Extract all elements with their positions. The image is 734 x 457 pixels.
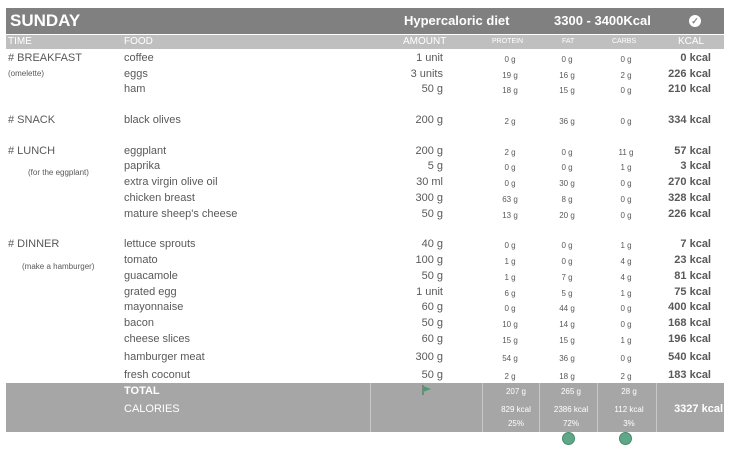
- food-carbs: 0 g: [620, 304, 632, 313]
- food-name: black olives: [124, 114, 181, 126]
- col-food: FOOD: [124, 36, 153, 47]
- food-protein: 10 g: [502, 320, 518, 329]
- meal-breakfast: # BREAKFAST: [8, 52, 82, 64]
- meal-breakfast-note: (omelette): [8, 69, 45, 78]
- food-amount: 50 g: [421, 83, 443, 95]
- food-amount: 200 g: [415, 145, 443, 157]
- food-amount: 50 g: [421, 317, 443, 329]
- food-amount: 300 g: [415, 192, 443, 204]
- food-amount: 100 g: [415, 254, 443, 266]
- food-fat: 44 g: [559, 304, 575, 313]
- food-amount: 40 g: [421, 238, 443, 250]
- food-kcal: 210 kcal: [668, 83, 711, 95]
- food-amount: 1 unit: [416, 52, 443, 64]
- food-name: ham: [124, 83, 146, 95]
- kcal-range: 3300 - 3400Kcal: [554, 13, 651, 28]
- fat-kcal: 2386 kcal: [553, 405, 589, 414]
- food-name: fresh coconut: [124, 369, 191, 381]
- food-kcal: 168 kcal: [668, 317, 711, 329]
- food-protein: 1 g: [504, 273, 516, 282]
- food-protein: 54 g: [502, 354, 518, 363]
- food-kcal: 400 kcal: [668, 301, 711, 313]
- food-protein: 0 g: [504, 55, 516, 64]
- title-bar: [6, 8, 724, 34]
- food-fat: 36 g: [559, 117, 575, 126]
- total-protein: 207 g: [505, 387, 527, 396]
- food-amount: 200 g: [415, 114, 443, 126]
- meal-snack: # SNACK: [8, 114, 56, 126]
- food-carbs: 1 g: [620, 163, 632, 172]
- food-kcal: 540 kcal: [668, 351, 711, 363]
- food-kcal: 334 kcal: [668, 114, 711, 126]
- food-kcal: 226 kcal: [668, 68, 711, 80]
- food-kcal: 3 kcal: [680, 160, 711, 172]
- food-kcal: 226 kcal: [668, 208, 711, 220]
- food-name: cheese slices: [124, 333, 191, 345]
- food-carbs: 1 g: [620, 289, 632, 298]
- food-protein: 0 g: [504, 179, 516, 188]
- food-fat: 0 g: [561, 241, 573, 250]
- food-fat: 14 g: [559, 320, 575, 329]
- food-name: mature sheep's cheese: [124, 208, 238, 220]
- food-fat: 7 g: [561, 273, 573, 282]
- food-protein: 2 g: [504, 117, 516, 126]
- food-kcal: 196 kcal: [668, 333, 711, 345]
- diet-name: Hypercaloric diet: [404, 13, 510, 28]
- food-name: guacamole: [124, 270, 178, 282]
- food-carbs: 0 g: [620, 354, 632, 363]
- food-protein: 15 g: [502, 336, 518, 345]
- meal-lunch-note: (for the eggplant): [28, 168, 89, 177]
- food-protein: 63 g: [502, 195, 518, 204]
- food-amount: 60 g: [421, 333, 443, 345]
- fat-pct: 72%: [562, 419, 579, 428]
- food-fat: 5 g: [561, 289, 573, 298]
- day-title: SUNDAY: [10, 11, 81, 30]
- food-protein: 18 g: [502, 86, 518, 95]
- food-carbs: 4 g: [620, 273, 632, 282]
- food-protein: 1 g: [504, 257, 516, 266]
- carbs-pct: 3%: [623, 419, 635, 428]
- food-protein: 2 g: [504, 148, 516, 157]
- food-carbs: 11 g: [618, 148, 634, 157]
- food-amount: 60 g: [421, 301, 443, 313]
- food-name: eggs: [124, 68, 148, 80]
- food-fat: 16 g: [559, 71, 575, 80]
- food-amount: 5 g: [427, 160, 443, 172]
- food-kcal: 23 kcal: [674, 254, 711, 266]
- food-protein: 0 g: [504, 241, 516, 250]
- total-row: [6, 383, 724, 400]
- food-carbs: 2 g: [620, 372, 632, 381]
- food-amount: 50 g: [421, 270, 443, 282]
- carbs-status-dot: [619, 432, 632, 445]
- flag-icon: [422, 385, 432, 395]
- meal-dinner: # DINNER: [8, 238, 60, 250]
- food-kcal: 7 kcal: [680, 238, 711, 250]
- food-kcal: 328 kcal: [668, 192, 711, 204]
- food-carbs: 0 g: [620, 195, 632, 204]
- food-name: mayonnaise: [124, 301, 184, 313]
- food-name: chicken breast: [124, 192, 195, 204]
- protein-kcal: 829 kcal: [501, 405, 531, 414]
- food-amount: 3 units: [410, 68, 443, 80]
- food-protein: 2 g: [504, 372, 516, 381]
- calories-label: CALORIES: [124, 403, 180, 415]
- calories-row: [6, 400, 724, 432]
- food-carbs: 0 g: [620, 211, 632, 220]
- food-fat: 0 g: [561, 55, 573, 64]
- total-carbs: 28 g: [621, 387, 637, 396]
- food-fat: 18 g: [559, 372, 575, 381]
- food-carbs: 0 g: [620, 320, 632, 329]
- food-kcal: 57 kcal: [674, 145, 711, 157]
- food-name: paprika: [124, 160, 161, 172]
- col-protein: PROTEIN: [492, 38, 524, 45]
- food-carbs: 1 g: [620, 241, 632, 250]
- food-kcal: 270 kcal: [668, 176, 711, 188]
- col-amount: AMOUNT: [403, 36, 447, 47]
- food-kcal: 75 kcal: [674, 286, 711, 298]
- food-carbs: 1 g: [620, 336, 632, 345]
- total-label: TOTAL: [124, 385, 160, 397]
- food-kcal: 81 kcal: [674, 270, 711, 282]
- food-carbs: 0 g: [620, 179, 632, 188]
- column-header: [6, 35, 724, 49]
- food-name: lettuce sprouts: [124, 238, 196, 250]
- food-amount: 50 g: [421, 208, 443, 220]
- food-name: grated egg: [124, 286, 177, 298]
- food-name: coffee: [124, 52, 154, 64]
- food-fat: 15 g: [559, 86, 575, 95]
- food-name: extra virgin olive oil: [124, 176, 218, 188]
- food-protein: 13 g: [502, 211, 518, 220]
- food-name: hamburger meat: [124, 351, 205, 363]
- col-fat: FAT: [562, 38, 575, 45]
- food-amount: 30 ml: [416, 176, 443, 188]
- food-carbs: 0 g: [620, 55, 632, 64]
- food-fat: 0 g: [561, 257, 573, 266]
- food-kcal: 183 kcal: [668, 369, 711, 381]
- food-fat: 30 g: [559, 179, 575, 188]
- protein-pct: 25%: [507, 419, 524, 428]
- food-name: bacon: [124, 317, 154, 329]
- food-fat: 8 g: [561, 195, 573, 204]
- food-carbs: 0 g: [620, 86, 632, 95]
- food-kcal: 0 kcal: [680, 52, 711, 64]
- food-amount: 1 unit: [416, 286, 443, 298]
- col-time: TIME: [8, 36, 32, 47]
- food-amount: 50 g: [421, 369, 443, 381]
- food-fat: 15 g: [559, 336, 575, 345]
- food-fat: 36 g: [559, 354, 575, 363]
- food-carbs: 2 g: [620, 71, 632, 80]
- total-kcal: 3327 kcal: [674, 403, 723, 415]
- food-protein: 0 g: [504, 304, 516, 313]
- food-protein: 0 g: [504, 163, 516, 172]
- col-carbs: CARBS: [612, 38, 637, 45]
- total-fat: 265 g: [560, 387, 582, 396]
- food-protein: 19 g: [502, 71, 518, 80]
- food-protein: 6 g: [504, 289, 516, 298]
- food-name: eggplant: [124, 145, 167, 157]
- food-fat: 0 g: [561, 163, 573, 172]
- meal-lunch: # LUNCH: [8, 145, 56, 157]
- food-carbs: 4 g: [620, 257, 632, 266]
- food-name: tomato: [124, 254, 158, 266]
- food-fat: 20 g: [559, 211, 575, 220]
- check-icon: ✓: [689, 15, 701, 27]
- col-kcal: KCAL: [678, 36, 705, 47]
- carbs-kcal: 112 kcal: [614, 405, 644, 414]
- fat-status-dot: [562, 432, 575, 445]
- food-fat: 0 g: [561, 148, 573, 157]
- meal-dinner-note: (make a hamburger): [22, 262, 95, 271]
- food-amount: 300 g: [415, 351, 443, 363]
- food-carbs: 0 g: [620, 117, 632, 126]
